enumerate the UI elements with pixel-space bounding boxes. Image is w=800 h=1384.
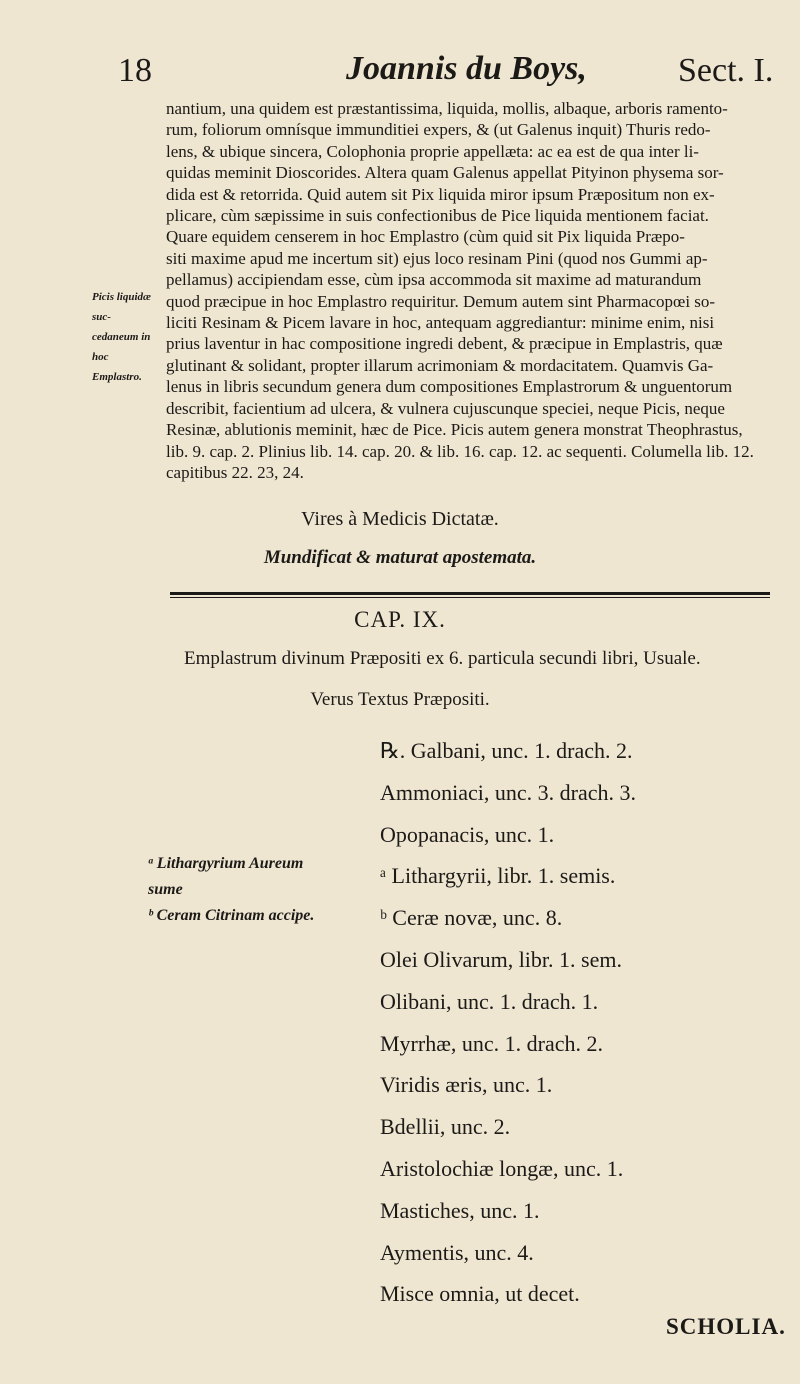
margin-note-line: cedaneum in hoc — [92, 331, 151, 363]
recipe-line: Aristolochiæ longæ, unc. 1. — [380, 1155, 624, 1181]
body-line: Quare equidem censerem in hoc Emplastro (cùm quid sit Pix liquida Præpo- — [166, 227, 685, 247]
body-line: prius laventur in hac compositione ingredi debent, & præcipue in Emplastris, quæ — [166, 334, 723, 354]
recipe-line: Mastiches, unc. 1. — [380, 1197, 540, 1223]
body-line: pellamus) accipiendam esse, cùm ipsa accommoda sit maxime ad maturandum — [166, 270, 702, 290]
body-line: dida est & retorrida. Quid autem sit Pix liquida miror ipsum Præpositum non ex- — [166, 184, 715, 204]
side-notes — [148, 851, 368, 929]
verus-textus: Verus Textus Præpositi. — [310, 689, 490, 710]
margin-note-line: Emplastro. — [92, 371, 142, 383]
recipe-line: Aymentis, unc. 4. — [380, 1239, 534, 1265]
body-line: plicare, cùm sæpissime in suis confectionibus de Pice liquida mentionem faciat. — [166, 206, 709, 226]
recipe-line: ᵃ Lithargyrii, libr. 1. semis. — [380, 863, 616, 889]
body-line: capitibus 22. 23, 24. — [166, 462, 304, 482]
body-line: lenus in libris secundum genera dum compositiones Emplastrorum & unguentorum — [166, 377, 733, 397]
recipe-line: Myrrhæ, unc. 1. drach. 2. — [380, 1030, 604, 1056]
body-line: Resinæ, ablutionis meminit, hæc de Pice. Picis autem genera monstrat Theophrastus, — [166, 420, 743, 440]
recipe-line: Olei Olivarum, libr. 1. sem. — [380, 946, 622, 972]
section-label: Sect. I. — [678, 52, 774, 89]
recipe-line: Ammoniaci, unc. 3. drach. 3. — [380, 779, 636, 805]
body-line: describit, facientium ad ulcera, & vulnera cujuscunque speciei, neque Picis, neque — [166, 398, 725, 418]
margin-note-line: Picis liquidæ suc- — [92, 291, 151, 323]
recipe-line: Olibani, unc. 1. drach. 1. — [380, 988, 599, 1014]
body-line: quidas meminit Dioscorides. Altera quam Galenus appellat Pityinon physema sor- — [166, 163, 724, 183]
recipe-line: ℞. Galbani, unc. 1. drach. 2. — [380, 738, 633, 763]
recipe-line: Viridis æris, unc. 1. — [380, 1072, 553, 1098]
recipe-line: ᵇ Ceræ novæ, unc. 8. — [380, 905, 563, 931]
catchword: SCHOLIA. — [666, 1314, 786, 1339]
body-line: siti maxime apud me incertum sit) ejus loco resinam Pini (quod nos Gummi ap- — [166, 248, 708, 268]
recipe-line: Opopanacis, unc. 1. — [380, 821, 555, 847]
chapter-heading: CAP. IX. — [354, 607, 446, 632]
side-note-line: ᵃ Lithargyrium Aureum — [148, 855, 304, 872]
running-title: Joannis du Boys, — [346, 50, 587, 87]
recipe-line: Misce omnia, ut decet. — [380, 1281, 580, 1307]
vires-heading: Vires à Medicis Dictatæ. — [301, 508, 499, 530]
body-line: lib. 9. cap. 2. Plinius lib. 14. cap. 20. & lib. 16. cap. 12. ac sequenti. Columella lib. 12. — [166, 441, 754, 461]
page-number: 18 — [118, 52, 152, 89]
margin-note — [92, 287, 164, 387]
body-text — [166, 98, 786, 483]
side-note-line: sume — [148, 881, 183, 898]
recipe-list — [380, 730, 790, 1315]
emplastrum-line: Emplastrum divinum Præpositi ex 6. particula secundi libri, Usuale. — [184, 648, 701, 669]
divider-rule — [170, 592, 770, 595]
body-line: liciti Resinam & Picem lavare in hoc, antequam aggrediantur: minime enim, nisi — [166, 313, 715, 333]
divider-rule-thin — [170, 597, 770, 598]
body-line: lens, & ubique sincera, Colophonia proprie appellæta: ac ea est de qua inter li- — [166, 141, 699, 161]
body-line: quod præcipue in hoc Emplastro requiritur. Demum autem sint Pharmacopœi so- — [166, 291, 716, 311]
side-note-line: ᵇ Ceram Citrinam accipe. — [148, 907, 315, 924]
body-line: glutinant & solidant, propter illarum acrimoniam & mordacitatem. Quamvis Ga- — [166, 355, 714, 375]
recipe-line: Bdellii, unc. 2. — [380, 1114, 511, 1140]
body-line: rum, foliorum omnísque immunditiei expers, & (ut Galenus inquit) Thuris redo- — [166, 120, 711, 140]
mundificat-line: Mundificat & maturat apostemata. — [263, 547, 537, 568]
body-line: nantium, una quidem est præstantissima, liquida, mollis, albaque, arboris ramento- — [166, 99, 728, 118]
